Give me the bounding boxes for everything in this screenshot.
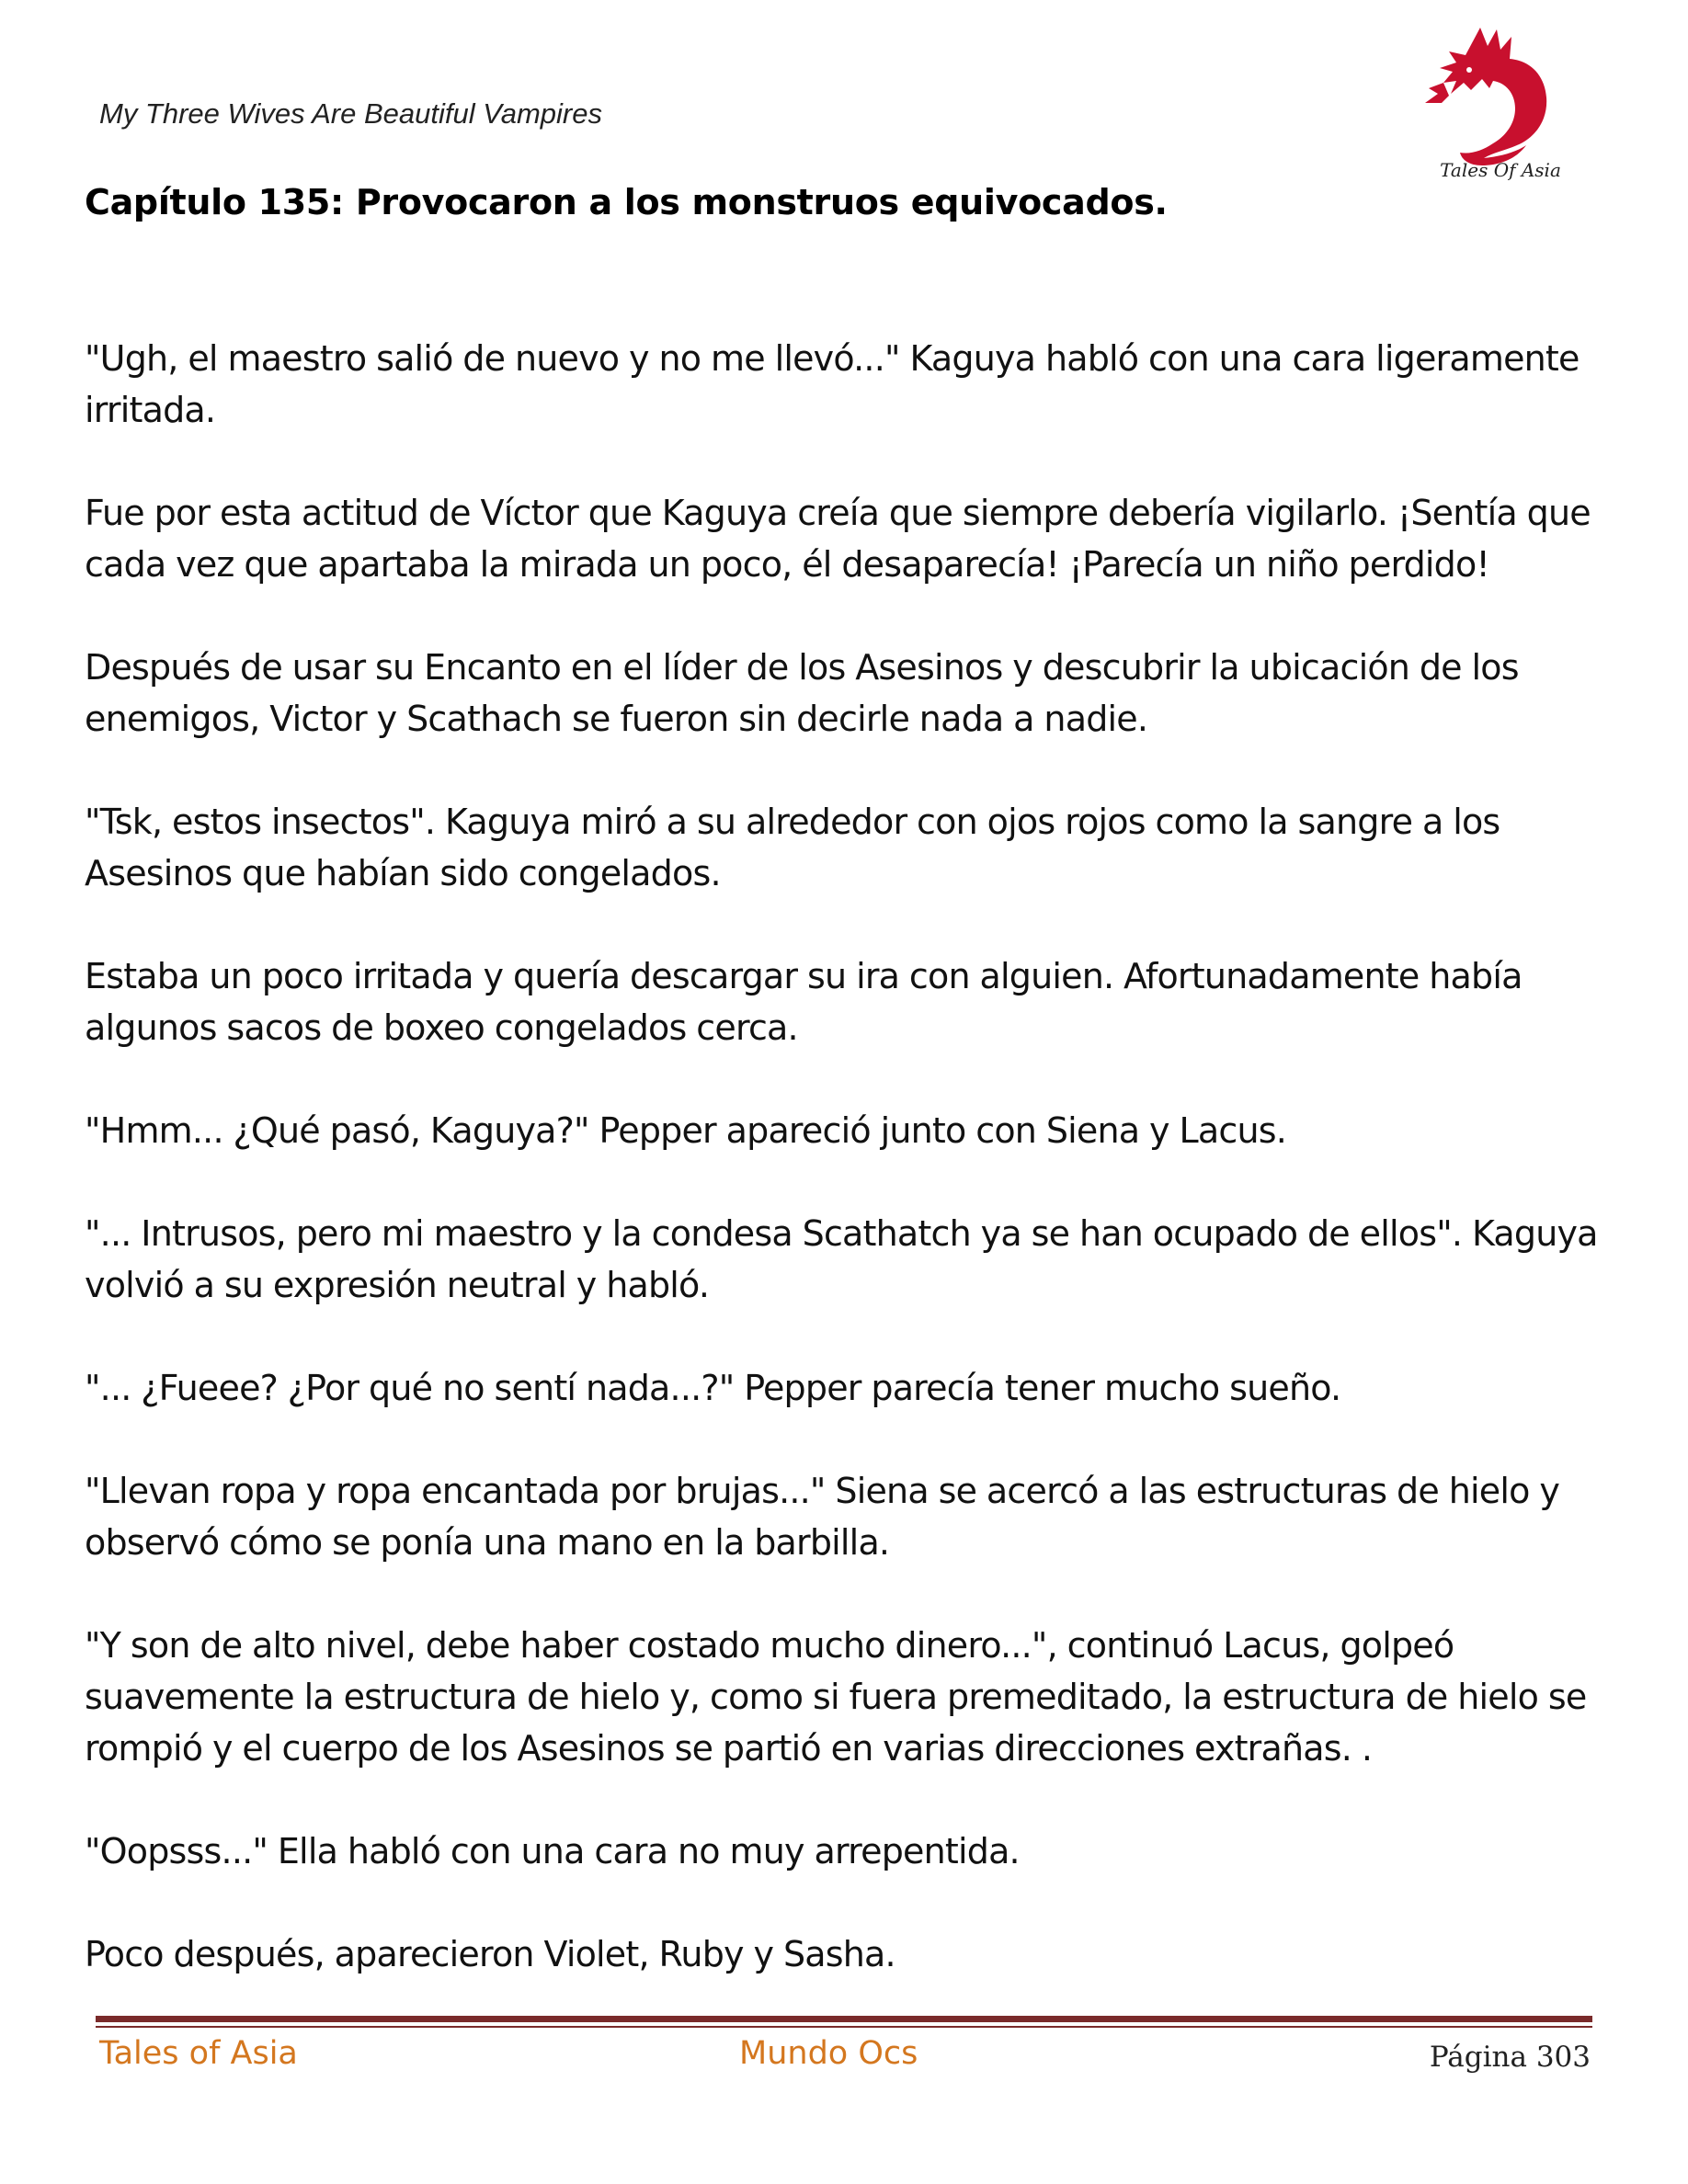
- paragraph: "Ugh, el maestro salió de nuevo y no me llevó..." Kaguya habló con una cara ligeramente irritada.: [85, 338, 1580, 430]
- paragraph: Después de usar su Encanto en el líder de los Asesinos y descubrir la ubicación de los enemigos, Victor y Scathach se fueron sin decirle nada a nadie.: [85, 647, 1519, 739]
- chapter-body: [85, 333, 1629, 2031]
- paragraph: "Llevan ropa y ropa encantada por brujas..." Siena se acercó a las estructuras de hielo y observó cómo se ponía una mano en la barbilla.: [85, 1471, 1560, 1563]
- paragraph: "Y son de alto nivel, debe haber costado mucho dinero...", continuó Lacus, golpeó suavemente la estructura de hielo y, como si fuera premeditado, la estructura de hielo se rompió y el cuerpo de los Asesinos se partió en varias direcciones extrañas. .: [85, 1625, 1587, 1769]
- paragraph: Poco después, aparecieron Violet, Ruby y Sasha.: [85, 1934, 895, 1974]
- paragraph: "Tsk, estos insectos". Kaguya miró a su alrededor con ojos rojos como la sangre a los Asesinos que habían sido congelados.: [85, 802, 1500, 893]
- paragraph: "... ¿Fueee? ¿Por qué no sentí nada...?" Pepper parecía tener mucho sueño.: [85, 1368, 1341, 1408]
- paragraph: "Oopsss..." Ella habló con una cara no muy arrepentida.: [85, 1831, 1020, 1871]
- paragraph: Estaba un poco irritada y quería descargar su ira con alguien. Afortunadamente había algunos sacos de boxeo congelados cerca.: [85, 956, 1523, 1048]
- chapter-title: Capítulo 135: Provocaron a los monstruos equivocados.: [85, 182, 1168, 222]
- logo-text: Tales Of Asia: [1440, 159, 1561, 181]
- footer-group-name: Mundo Ocs: [739, 2035, 918, 2072]
- tales-of-asia-logo: [1416, 18, 1572, 184]
- paragraph: Fue por esta actitud de Víctor que Kaguya creía que siempre debería vigilarlo. ¡Sentía que cada vez que apartaba la mirada un poco, él desaparecía! ¡Parecía un niño perdido!: [85, 493, 1591, 585]
- dragon-icon: [1425, 28, 1546, 165]
- footer-divider-thin: [96, 2026, 1592, 2028]
- paragraph: "Hmm... ¿Qué pasó, Kaguya?" Pepper apareció junto con Siena y Lacus.: [85, 1110, 1287, 1151]
- footer-site-name: Tales of Asia: [99, 2035, 298, 2072]
- page-number: Página 303: [1429, 2041, 1591, 2074]
- paragraph: "... Intrusos, pero mi maestro y la condesa Scathatch ya se han ocupado de ellos". Kaguya volvió a su expresión neutral y habló.: [85, 1213, 1598, 1305]
- book-title: My Three Wives Are Beautiful Vampires: [99, 97, 602, 130]
- footer-divider: [96, 2016, 1592, 2022]
